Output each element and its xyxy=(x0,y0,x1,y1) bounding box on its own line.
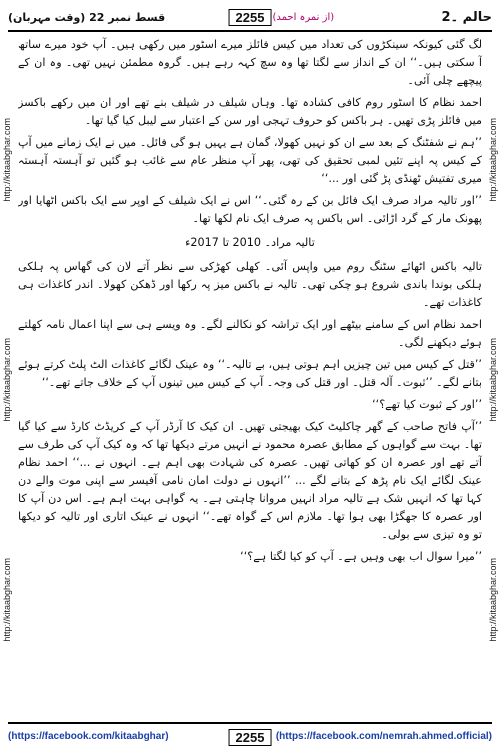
right-margin-urls xyxy=(486,50,500,710)
facebook-link-author[interactable]: (https://facebook.com/nemrah.ahmed.official) xyxy=(275,730,492,742)
page-header xyxy=(8,4,492,30)
paragraph: ’’ہم نے شفٹنگ کے بعد سے ان کو نہیں کھولا، گمان ہے یہیں ہو گی فائل۔ میں نے ایک زمانے میں آپ کے کیس پہ اپنے تئیں لمبی تحقیق کی تھی، پھر آپ منظر عام سے غائب ہو گئیں تو آہستہ آہستہ میری تفتیش ٹھنڈی پڑ گئی اور ...‘‘ xyxy=(18,136,482,185)
facebook-link-kitaabghar[interactable]: (https://facebook.com/kitaabghar) xyxy=(8,730,169,742)
paragraph: ’’میرا سوال اب بھی وہیں ہے۔ آپ کو کیا لگتا ہے؟‘‘ xyxy=(240,550,482,563)
paragraph: ’’اور تالیہ مراد صرف ایک فائل بن کے رہ گئی۔‘‘ اس نے ایک شیلف کے اوپر سے ایک باکس اٹھایا اور پھونک مار کے گرد اڑائی۔ اس باکس پہ صرف ایک نام لکھا تھا۔ xyxy=(18,194,482,225)
left-margin-urls xyxy=(0,50,14,710)
author-name: (از نمرہ احمد) xyxy=(272,11,335,23)
margin-url[interactable]: http://kitaabghar.com xyxy=(488,118,498,202)
margin-url[interactable]: http://kitaabghar.com xyxy=(2,118,12,202)
novel-title: حالم ۔2 xyxy=(441,9,492,25)
page-footer xyxy=(8,726,492,746)
page-number-bottom: 2255 xyxy=(229,729,272,746)
page-number-top: 2255 xyxy=(229,9,272,26)
margin-url[interactable]: http://kitaabghar.com xyxy=(2,338,12,422)
header-rule xyxy=(8,30,492,32)
footer-rule xyxy=(8,722,492,724)
margin-url[interactable]: http://kitaabghar.com xyxy=(2,558,12,642)
margin-url[interactable]: http://kitaabghar.com xyxy=(488,558,498,642)
episode-label: قسط نمبر 22 (وقت مہربان) xyxy=(8,10,166,24)
paragraph: تالیہ باکس اٹھائے سٹنگ روم میں واپس آئی۔ کھلی کھڑکی سے نظر آتے لان کی گھاس پہ ہلکی ہلکی بوندا باندی شروع ہو چکی تھی۔ تالیہ نے باکس میز پہ رکھا اور ڈھکن کھولا۔ اندر کاغذات ہی کاغذات تھے۔ xyxy=(18,260,482,309)
paragraph: لگ گئی کیونکہ سینکڑوں کی تعداد میں کیس فائلز میرے اسٹور میں رکھی ہیں۔ آپ خود میرے ساتھ آ سکتی ہیں۔‘‘ ان کے انداز سے لگتا تھا وہ سچ کہہ رہے ہیں۔ گروہ مطمئن نہیں تھی۔ وہ ان کے پیچھے چلی آئی۔ xyxy=(18,38,482,87)
story-body xyxy=(18,36,482,700)
paragraph: ’’اور کے ثبوت کیا تھے؟‘‘ xyxy=(372,398,482,411)
paragraph: احمد نظام کا اسٹور روم کافی کشادہ تھا۔ وہاں شیلف در شیلف بنے تھے اور ان میں رکھے باکسز میں فائلز پڑی تھیں۔ ہر باکس کو حروف تہجی اور سن کے اعتبار سے لیبل کیا گیا تھا۔ xyxy=(18,96,482,127)
paragraph: ’’آپ فاتح صاحب کے گھر چاکلیٹ کیک بھیجتی تھیں۔ ان کیک کا آرڈر آپ کے کریڈٹ کارڈ سے کیا گیا تھا۔ بہت سے گواہوں کے مطابق عصرہ محمود نے انہیں مرتے دیکھا تھا کہ وہ کیک آپ کی طرف سے آتے تھے اور عصرہ ان کو کھاتی تھیں۔ عصرہ کی شہادت بھی اہم ہے۔ انہوں نے ...‘‘ احمد نظام عینک لگائے ایک نام پڑھ کے بتانے لگے ... ’’انہوں نے دولت امان نامی آفیسر سے اپنی موت والے دن کہا تھا کہ انہیں شک ہے تالیہ مراد انہیں مروانا چاہتی ہے۔ یہ گواہی بہت اہم ہے۔ اس دن آپ کا اور عصرہ کا جھگڑا بھی ہوا تھا۔ ملازم اس کے گواہ تھے۔‘‘ انہوں نے عینک اتاری اور تالیہ کو دیکھا تو وہ تیزی سے بولی۔ xyxy=(18,420,482,541)
date-line: تالیہ مراد۔ 2010 تا 2017ء xyxy=(185,236,315,249)
paragraph: احمد نظام اس کے سامنے بیٹھے اور ایک تراشہ کو نکالنے لگے۔ وہ ویسے ہی سے اپنا اعمال نامہ کھلتے ہوئے دیکھنے لگی۔ xyxy=(18,318,482,349)
margin-url[interactable]: http://kitaabghar.com xyxy=(488,338,498,422)
paragraph: ’’قتل کے کیس میں تین چیزیں اہم ہوتی ہیں، بے تالیہ۔‘‘ وہ عینک لگائے کاغذات الٹ پلٹ کرتے ہوئے بتانے لگے۔ ’’ثبوت۔ آلہ قتل۔ اور قتل کی وجہ۔ آپ کے کیس میں تینوں آپ کے خلاف جاتے تھے۔‘‘ xyxy=(18,358,482,389)
